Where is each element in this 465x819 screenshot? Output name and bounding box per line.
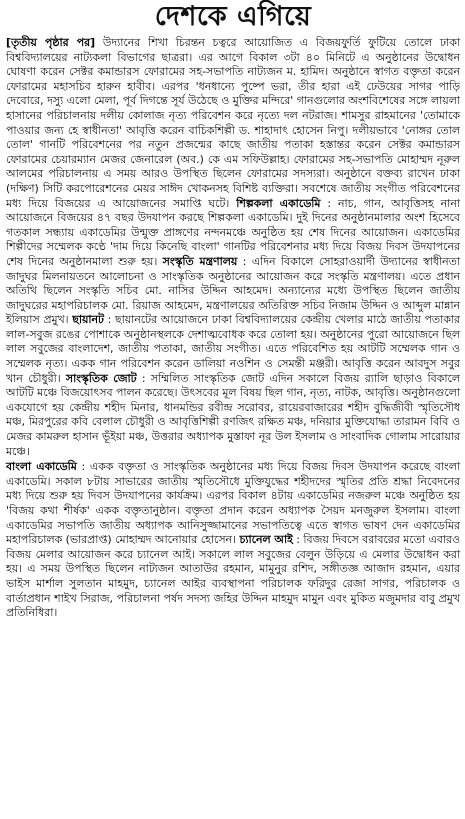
section-heading: বাংলা একাডেমি xyxy=(6,460,77,474)
section-heading: শিল্পকলা একাডেমি xyxy=(236,196,321,210)
paragraph-text: : এদিন বিকালে সোহরাওয়ার্দী উদ্যানের স্বাধীনতা জাদুঘর মিলনায়তনে আলোচনা ও সাংস্কৃতিক অনুষ্ঠানের আয়োজন করে সংস্কৃতি মন্ত্রণালয়। এতে প্রধান অতিথি ছিলেন সংস্কৃতি সচিব মো. নাসির উদ্দিন আহমেদ। অন্যান্যের মধ্যে উপস্থিত ছিলেন জাতীয় জাদুঘরের মহাপরিচালক মো. রিয়াজ আহমেদ, মন্ত্রণালয়ের অতিরিক্ত সচিব নিজাম উদ্দিন ও আব্দুল মান্নান ইলিয়াস প্রমুখ। xyxy=(6,254,460,327)
section-heading: চ্যানেল আই xyxy=(239,533,293,547)
paragraph-text: উদ্যানের শিখা চিরন্তন চত্বরে আয়োজিত এ বিজয়ফুর্তি ফুটিয়ে তোলে ঢাকা বিশ্ববিদ্যালয়ের নাট্যকলা বিভাগের ছাত্ররা। এর আগে বিকাল ৩টা ৪০ মিনিটে এ অনুষ্ঠানের উদ্বোধন ঘোষণা করেন সেক্টর কমান্ডারস ফোরামের সহ-সভাপতি নাট্যজন ম. হামিদ। অনুষ্ঠানে স্বাগত বক্তৃতা করেন ফোরামের মহাসচিব হারুন হাবীব। এরপর 'ধনধান্যে পুষ্পে ভরা, তীর হারা এই ঢেউয়ের সাগর পাড়ি দেবোরে, দস্যু এলো মেলা, পূর্ব দিগন্তে সূর্য উঠেছে ও মুক্তির মন্দিরে' গানগুলোর অংশবিশেষের সঙ্গে লায়লা হাসানের পরিচালনায় দলীয় কোলাজ নৃত্য পরিবেশন করে নৃত্যে দল নটরাজ। শামসুর রাহমানের 'তোমাকে পাওয়ার জন্য হে স্বাধীনতা' আবৃত্তি করেন বাচিকশিল্পী ড. শাহাদাৎ হোসেন নিপু। দলীয়ভাবে 'নোঙ্গর তোল তোল' গানটি পরিবেশনের পর নতুন প্রজন্মের কাছে জাতীয় পতাকা হস্তান্তর করেন সেক্টর কমান্ডারস ফোরামের চেয়ারম্যান মেজর জেনারেল (অব.) কে এম সফিউল্লাহ। ফোরামের সহ-সভাপতি মোহাম্মদ নূরুল আলমের পরিচালনায় এ সময় আরও উপস্থিত ছিলেন ফোরামের সদস্যরা। অনুষ্ঠানে বক্তব্য রাখেন ঢাকা (দক্ষিণ) সিটি করপোরেশনের মেয়র সাঈদ খোকনসহ বিশিষ্ট ব্যক্তিরা। সবশেষে জাতীয় সংগীত পরিবেশনের মধ্য দিয়ে বিজয়ের এ আয়োজনের সমাপ্তি ঘটে। xyxy=(6,36,460,210)
article-paragraph xyxy=(6,36,460,459)
paragraph-text: : নাচ, গান, আবৃত্তিসহ নানা আয়োজনে বিজয়ের ৪৭ বছর উদযাপন করছে শিল্পকলা একাডেমি। দুই দিনের অনুষ্ঠানমালার অংশ হিসেবে গতকাল সন্ধ্যায় একাডেমির উন্মুক্ত প্রাঙ্গণের নন্দনমঞ্চে অনুষ্ঠিত হয় শেষ দিনের আয়োজন। একাডেমির শিল্পীদের সম্মেলক কণ্ঠে 'দাম দিয়ে কিনেছি বাংলা' গানটির পরিবেশনার মধ্য দিয়ে বিজয় দিবস উদযাপনের শেষ দিনের অনুষ্ঠানমালা শুরু হয়। xyxy=(6,196,461,268)
paragraph-text: : বিজয় দিবসে বরাবরের মতো এবারও বিজয় মেলার আয়োজন করে চ্যানেল আই। সকালে লাল সবুজের বেলুন উড়িয়ে এ মেলার উদ্বোধন করা হয়। এ সময় উপস্থিত ছিলেন নাট্যজন আতাউর রহমান, মামুনুর রশিদ, সঙ্গীতজ্ঞ আজাদ রহমান, এয়ার ভাইস মার্শাল সুলতান মাহমুদ, চ্যানেল আইর ব্যবস্থাপনা পরিচালক ফরিদুর রেজা সাগর, পরিচালক ও বার্তাপ্রধান শাইখ সিরাজ, পরিচালনা পর্ষদ সদস্য জহির উদ্দিন মাহমুদ মামুন এবং মুকিত মজুমদার বাবু প্রমুখ প্রতিনিধিরা। xyxy=(6,533,460,620)
section-heading: সাংস্কৃতিক জোট xyxy=(65,371,137,385)
paragraph-text: : সম্মিলিত সাংস্কৃতিক জোট এদিন সকালে বিজয় র‍্যালি ছাড়াও বিকালে আটটি মঞ্চে বিজয়োৎসব পালন করেছে। উৎসবের মূল বিষয় ছিল গান, নৃত্য, নাটক, আবৃত্তি। অনুষ্ঠানগুলো একযোগে হয় কেন্দ্রীয় শহীদ মিনার, ধানমন্ডির রবীন্দ্র সরোবর, রায়েরবাজারের শহীদ বুদ্ধিজীবী স্মৃতিসৌধ মঞ্চ, মিরপুরের কবি বেলাল চৌধুরী ও আবৃত্তিশিল্পী রণজিৎ রক্ষিত মঞ্চ, দনিয়ার মুক্তিযোদ্ধা তারামন বিবি ও মেজর কামরুল হাসান ভূঁইয়া মঞ্চ, উত্তরার অধ্যাপক মুস্তাফা নূর উল ইসলাম ও সাংবাদিক গোলাম সারোয়ার মঞ্চে। xyxy=(6,371,460,458)
paragraph-text: : ছায়ানটের আয়োজনে ঢাকা বিশ্ববিদ্যালয়ের কেন্দ্রীয় খেলার মাঠে জাতীয় পতাকার লাল-সবুজ রঙের পোশাকে অনুষ্ঠানস্থলকে দেশাত্মবোধক করে তোলা হয়। অনুষ্ঠানের পুরো আয়োজনে ছিল লাল সবুজের বাংলাদেশ, জাতীয় পতাকা, জাতীয় সংগীত। এতে পরিবেশিত হয় আটটি সম্মেলক গান ও সম্মেলক নৃত্য। একক গান পরিবেশন করেন ডালিয়া নওশিন ও সেমন্তী মঞ্জরী। আবৃত্তি করেন আবদুস সবুর খান চৌধুরী। xyxy=(6,313,460,385)
section-heading: ছায়ানট xyxy=(72,313,104,327)
headline: দেশকে এগিয়ে xyxy=(154,1,312,32)
section-heading: [তৃতীয় পৃষ্ঠার পর] xyxy=(6,36,96,49)
section-heading: সংস্কৃতি মন্ত্রণালয় xyxy=(162,254,238,268)
article-paragraph xyxy=(6,460,460,621)
article-body xyxy=(6,36,460,621)
paragraph-text: : একক বক্তৃতা ও সাংস্কৃতিক অনুষ্ঠানের মধ্য দিয়ে বিজয় দিবস উদযাপন করেছে বাংলা একাডেমি। সকাল ৮টায় সাভারের জাতীয় স্মৃতিসৌধে মুক্তিযুদ্ধের শহীদদের স্মৃতির প্রতি শ্রদ্ধা নিবেদনের মধ্য দিয়ে শুরু হয় দিবস উদযাপনের কার্যক্রম। এরপর বিকাল ৪টায় একাডেমির নজরুল মঞ্চে অনুষ্ঠিত হয় 'বিজয় কথা শীর্ষক' একক বক্তৃতানুষ্ঠান। বক্তৃতা প্রদান করেন অধ্যাপক সৈয়দ মনজুরুল ইসলাম। বাংলা একাডেমির সভাপতি জাতীয় অধ্যাপক আনিসুজ্জামানের সভাপতিত্বে এতে স্বাগত ভাষণ দেন একাডেমির মহাপরিচালক (ভারপ্রাপ্ত) মোহাম্মদ আনোয়ার হোসেন। xyxy=(6,460,460,547)
